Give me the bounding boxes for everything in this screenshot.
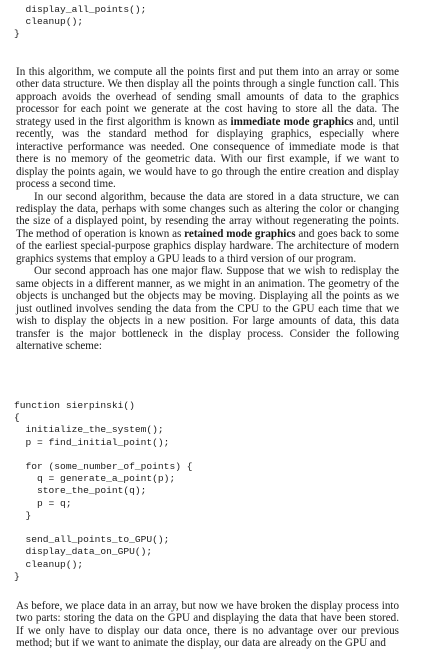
paragraph-text: and, until recently, was the standard method for displaying graphics, especially where interactive performance was needed. One consequence of immediate mode is that there is no memory of the geometric data. With our first example, if we want to display the points again, we would have to go through the entire creation and display process a second time.	[16, 115, 399, 191]
code-listing-top	[14, 4, 146, 41]
paragraph-text: In our second algorithm, because the data are stored in a data structure, we can redisplay the data, perhaps with some changes such as altering the color or changing the size of a displayed point, by resending the array without regenerating the points. The method of operation is known as	[16, 190, 399, 240]
code-line: send_all_points_to_GPU();	[14, 534, 170, 546]
code-line: cleanup();	[14, 16, 84, 28]
code-line: q = generate_a_point(p);	[14, 473, 176, 485]
code-line: }	[14, 570, 20, 582]
code-line: display_all_points();	[14, 4, 147, 15]
code-line: store_the_point(q);	[14, 485, 147, 497]
paragraph-as-before: As before, we place data in an array, but now we have broken the display process into two parts: storing the data on the GPU and displaying the data that have been stored. If we only have to display our data once, there is no advantage over our previous method; but if we want to animate the display, our data are already on the GPU and	[16, 600, 399, 650]
code-line: p = q;	[14, 497, 72, 509]
paragraph-retained-mode	[16, 191, 399, 266]
term-immediate-mode-graphics: immediate mode graphics	[230, 115, 354, 128]
code-listing-sierpinski	[14, 400, 192, 583]
paragraph-immediate-mode	[16, 66, 399, 191]
paragraph-text: and goes back to some of the earliest special-purpose graphics display hardware. The architecture of modern graphics systems that employ a GPU leads to a third version of our program.	[16, 227, 399, 265]
code-line: {	[14, 412, 20, 424]
code-line: }	[14, 28, 20, 40]
prose-section-2	[16, 600, 399, 650]
code-line: display_data_on_GPU();	[14, 546, 153, 558]
code-line: initialize_the_system();	[14, 424, 164, 436]
code-line	[14, 449, 192, 461]
code-line: function sierpinski()	[14, 400, 135, 411]
term-retained-mode-graphics: retained mode graphics	[184, 227, 296, 240]
code-line: cleanup();	[14, 558, 84, 570]
paragraph-major-flaw: Our second approach has one major flaw. Suppose that we wish to redisplay the same objects in a different manner, as we might in an animation. The geometry of the objects is unchanged but the objects may be moving. Displaying all the points as we just outlined involves sending the data from the CPU to the GPU each time that we wish to display the objects in a new position. For large amounts of data, this data transfer is the major bottleneck in the display process. Consider the following alternative scheme:	[16, 265, 399, 352]
code-line: p = find_initial_point();	[14, 436, 170, 448]
paragraph-text: In this algorithm, we compute all the points first and put them into an array or some other data structure. We then display all the points through a single function call. This approach avoids the overhead of sending small amounts of data to the graphics processor for each point we generate at the cost having to store all the data. The strategy used in the first algorithm is known as	[16, 66, 399, 128]
code-line: for (some_number_of_points) {	[14, 461, 193, 473]
code-line	[14, 522, 192, 534]
prose-section-1	[16, 66, 399, 352]
code-line: }	[14, 509, 32, 521]
